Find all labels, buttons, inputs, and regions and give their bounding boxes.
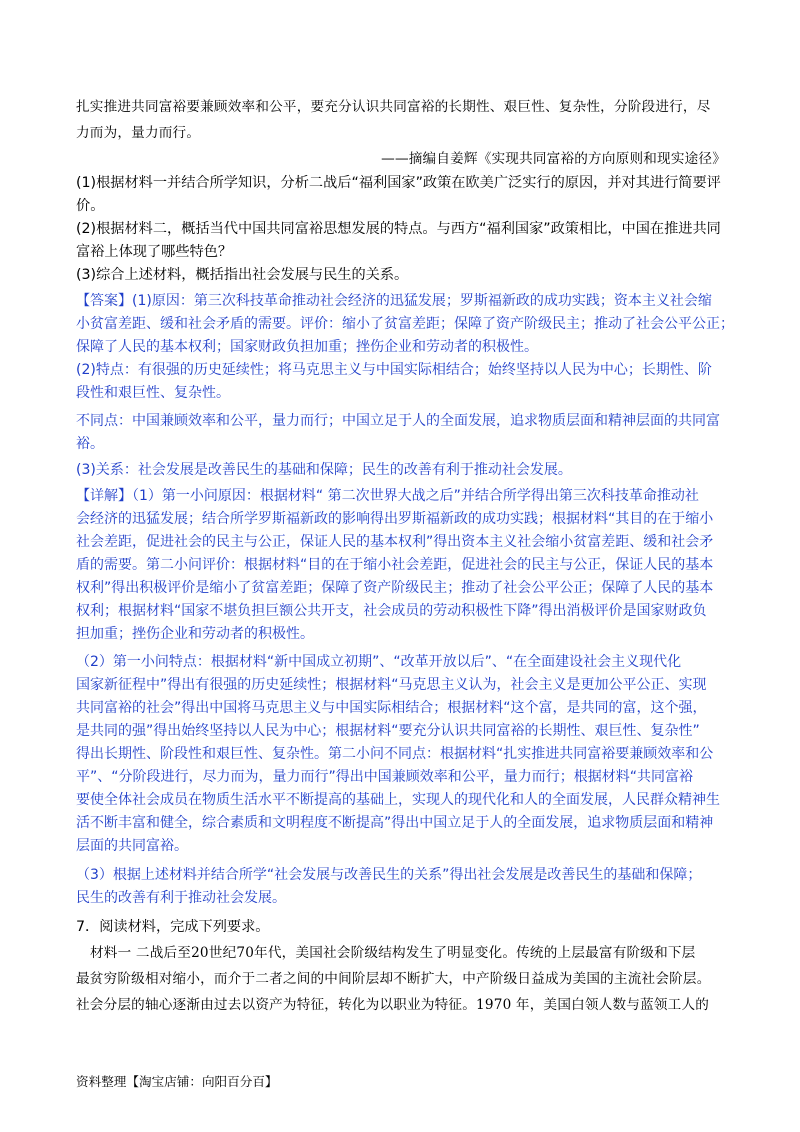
question-3: (3)综合上述材料，概括指出社会发展与民生的关系。 (76, 267, 409, 283)
question-7-material: 社会分层的轴心逐渐由过去以资产为特征，转化为以职业为特征。1970 年，美国白领人数与蓝领工人的 (76, 997, 710, 1013)
explanation-line: 权利；根据材料“国家不堪负担巨额公共开支，社会成员的劳动积极性下降”得出消极评价是国家财政负 (76, 603, 707, 619)
explanation-line: 会经济的迅猛发展；结合所学罗斯福新政的影响得出罗斯福新政的成功实践；根据材料“其目的在于缩小 (76, 511, 714, 527)
page-footer: 资料整理【淘宝店铺：向阳百分百】 (76, 1074, 278, 1089)
explanation-line: 层面的共同富裕。 (76, 838, 188, 854)
answer-line: 【答案】(1)原因：第三次科技革命推动社会经济的迅猛发展；罗斯福新政的成功实践；资本主义社会缩 (76, 293, 712, 309)
question-7-material: 最贫穷阶级相对缩小，而介于二者之间的中间阶层却不断扩大，中产阶级日益成为美国的主流社会阶层。 (76, 971, 711, 987)
explanation-line: 权利”得出积极评价是缩小了贫富差距；保障了资产阶级民主；推动了社会公平公正；保障了人民的基本 (76, 580, 714, 596)
explanation-line: （3）根据上述材料并结合所学“社会发展与改善民生的关系”得出社会发展是改善民生的基础和保障； (76, 867, 702, 883)
explanation-line: 活不断丰富和健全，综合素质和文明程度不断提高”得出中国立足于人的全面发展，追求物质层面和精神 (76, 815, 714, 831)
answer-line: 裕。 (76, 436, 104, 452)
explanation-line: 是共同的强”得出始终坚持以人民为中心；根据材料“要充分认识共同富裕的长期性、艰巨性、复杂性” (76, 723, 700, 739)
answer-line: (2)特点：有很强的历史延续性；将马克思主义与中国实际相结合；始终坚持以人民为中心；长期性、阶 (76, 362, 712, 378)
explanation-line: 要使全体社会成员在物质生活水平不断提高的基础上，实现人的现代化和人的全面发展，人民群众精神生 (76, 792, 720, 808)
explanation-line: 平”、“分阶段进行，尽力而为，量力而行”得出中国兼顾效率和公平，量力而行；根据材料“共同富裕 (76, 769, 694, 785)
explanation-line: 国家新征程中”得出有很强的历史延续性；根据材料“马克思主义认为，社会主义是更加公平公正、实现 (76, 677, 707, 693)
explanation-line: 盾的需要。第二小问评价：根据材料“目的在于缩小社会差距，促进社会的民主与公正，保证人民的基本 (76, 557, 714, 573)
explanation-line: 得出长期性、阶段性和艰巨性、复杂性。第二小问不同点：根据材料“扎实推进共同富裕要兼顾效率和公 (76, 746, 714, 762)
answer-line: 不同点：中国兼顾效率和公平，量力而行；中国立足于人的全面发展，追求物质层面和精神层面的共同富 (76, 413, 720, 429)
explanation-line: 社会差距，促进社会的民主与公正，保证人民的基本权利”得出资本主义社会缩小贫富差距、缓和社会矛 (76, 534, 714, 550)
question-2-cont: 富裕上体现了哪些特色？ (76, 244, 233, 260)
explanation-line: （2）第一小问特点：根据材料“新中国成立初期”、“改革开放以后”、“在全面建设社会主义现代化 (76, 654, 682, 670)
material-text-line: 力而为，量力而行。 (76, 125, 201, 141)
explanation-line: 【详解】（1）第一小问原因：根据材料“ 第二次世界大战之后”并结合所学得出第三次科技革命推动社 (76, 488, 699, 504)
answer-line: (3)关系：社会发展是改善民生的基础和保障；民生的改善有利于推动社会发展。 (76, 462, 572, 478)
explanation-line: 担加重；挫伤企业和劳动者的积极性。 (76, 626, 314, 642)
question-7-title: 7．阅读材料，完成下列要求。 (76, 919, 270, 935)
question-1-cont: 价。 (76, 198, 105, 214)
material-text-line: 扎实推进共同富裕要兼顾效率和公平，要充分认识共同富裕的长期性、艰巨性、复杂性，分阶段进行，尽 (76, 99, 711, 115)
question-2: (2)根据材料二，概括当代中国共同富裕思想发展的特点。与西方“福利国家”政策相比，中国在推进共同 (76, 221, 721, 237)
answer-line: 段性和艰巨性、复杂性。 (76, 385, 230, 401)
answer-line: 小贫富差距、缓和社会矛盾的需要。评价：缩小了贫富差距；保障了资产阶级民主；推动了社会公平公正； (76, 316, 734, 332)
explanation-line: 共同富裕的社会”得出中国将马克思主义与中国实际相结合；根据材料“这个富，是共同的富，这个强， (76, 700, 707, 716)
question-1: (1)根据材料一并结合所学知识，分析二战后“福利国家”政策在欧美广泛实行的原因，并对其进行简要评 (76, 175, 721, 191)
explanation-line: 民生的改善有利于推动社会发展。 (76, 890, 286, 906)
answer-line: 保障了人民的基本权利；国家财政负担加重；挫伤企业和劳动者的积极性。 (76, 339, 538, 355)
material-source: ——摘编自姜辉《实现共同富裕的方向原则和现实途径》 (381, 151, 726, 167)
question-7-material: 材料一 二战后至20世纪70年代，美国社会阶级结构发生了明显变化。传统的上层最富有阶级和下层 (90, 945, 696, 961)
